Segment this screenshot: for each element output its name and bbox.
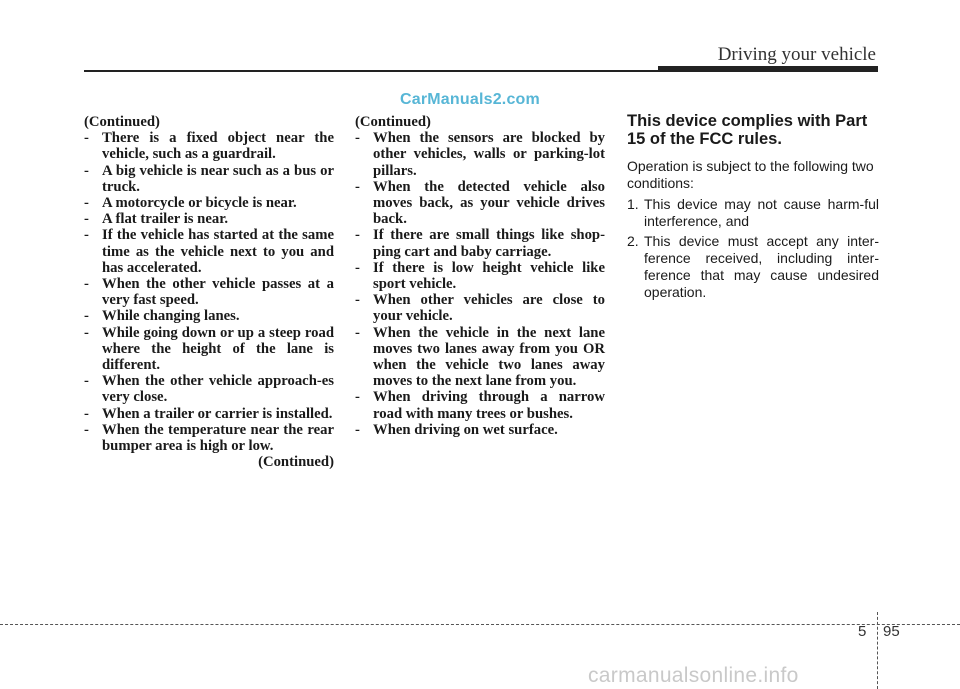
list-item: - A big vehicle is near such as a bus or truck. xyxy=(84,162,334,195)
list-item: - When the other vehicle approach-es very close. xyxy=(84,373,334,406)
page-number-divider xyxy=(877,612,878,689)
list-item: - A motorcycle or bicycle is near. xyxy=(84,195,297,212)
fcc-conditions xyxy=(627,196,879,301)
list-item: 2. This device must accept any inter-ference received, including inter-ference that may cause undesired operation. xyxy=(627,233,879,300)
list-item: - If the vehicle has started at the same time as the vehicle next to you and has accelerated. xyxy=(84,227,334,276)
page-number: 95 xyxy=(883,623,900,640)
chapter-number: 5 xyxy=(858,623,867,640)
condition-list xyxy=(84,130,334,454)
list-item: - If there is low height vehicle like sport vehicle. xyxy=(355,259,605,293)
section-title: Driving your vehicle xyxy=(717,44,876,65)
list-item: - When driving on wet surface. xyxy=(355,421,558,438)
list-item: - When the other vehicle passes at a very fast speed. xyxy=(84,276,334,309)
continued-label: (Continued) xyxy=(355,114,431,130)
column-right xyxy=(627,112,879,304)
fcc-intro: Operation is subject to the following two conditions: xyxy=(627,158,874,191)
condition-list xyxy=(355,130,605,438)
watermark-top: CarManuals2.com xyxy=(400,91,540,108)
list-item: - If there are small things like shop-ping cart and baby carriage. xyxy=(355,227,605,260)
fcc-heading: This device complies with Part 15 of the FCC rules. xyxy=(627,112,868,148)
list-item: - When other vehicles are close to your vehicle. xyxy=(355,292,605,325)
list-item: - While changing lanes. xyxy=(84,308,240,325)
continued-end-label: (Continued) xyxy=(258,454,334,471)
list-item: - There is a fixed object near the vehicle, such as a guardrail. xyxy=(84,130,334,163)
list-item: - When the detected vehicle also moves back, as your vehicle drives back. xyxy=(355,178,605,228)
column-middle xyxy=(355,114,605,438)
footer-rule xyxy=(0,624,960,625)
list-item: - When the sensors are blocked by other vehicles, walls or parking-lot pillars. xyxy=(355,130,605,179)
header-rule-thin xyxy=(84,70,658,72)
list-item: - A flat trailer is near. xyxy=(84,211,229,228)
continued-label: (Continued) xyxy=(84,114,160,130)
list-item: 1. This device may not cause harm-ful interference, and xyxy=(627,196,879,229)
column-left xyxy=(84,114,334,470)
list-item: - When a trailer or carrier is installed. xyxy=(84,405,333,422)
watermark-bottom: carmanualsonline.info xyxy=(588,664,799,687)
header-rule-thick xyxy=(658,66,878,72)
list-item: - When the vehicle in the next lane moves two lanes away from you OR when the vehicle two lanes away moves to the next lane from you. xyxy=(355,324,605,390)
list-item: - When driving through a narrow road with many trees or bushes. xyxy=(355,389,605,422)
list-item: - When the temperature near the rear bumper area is high or low. xyxy=(84,421,334,455)
list-item: - While going down or up a steep road where the height of the lane is different. xyxy=(84,324,334,374)
